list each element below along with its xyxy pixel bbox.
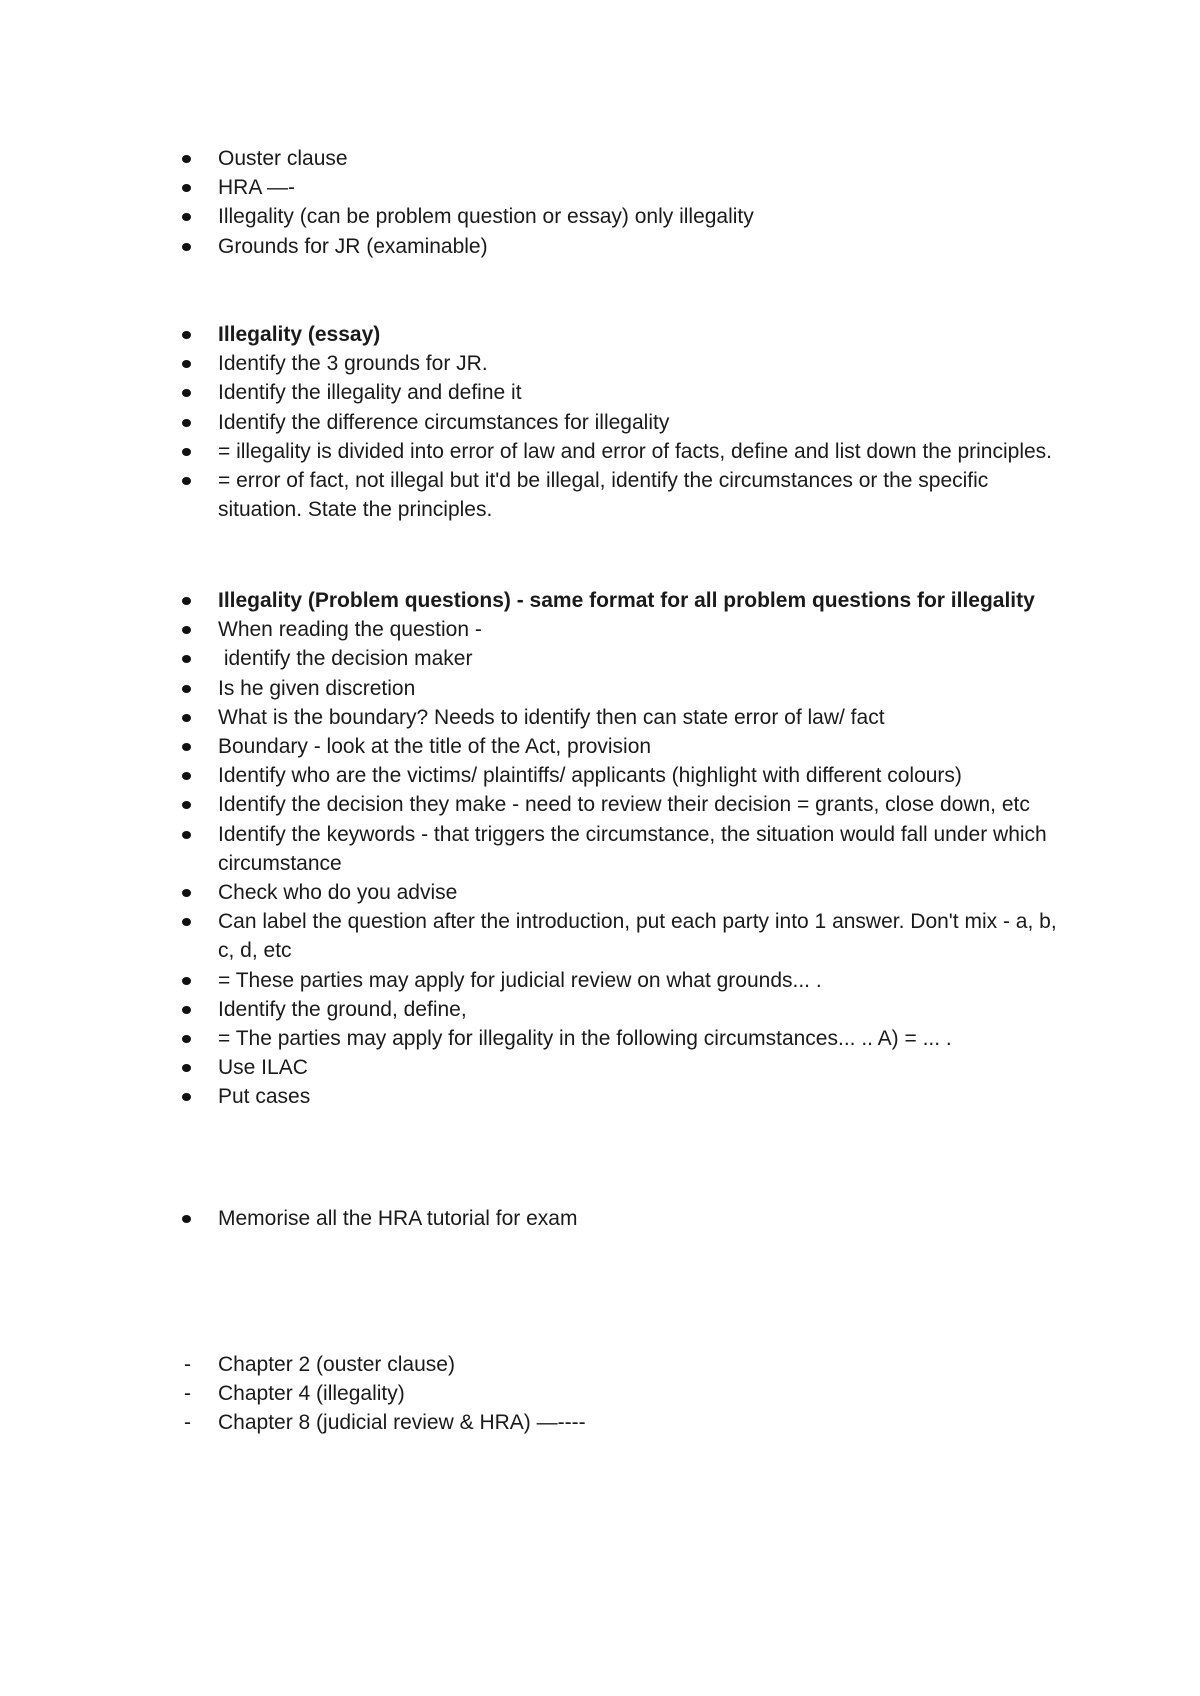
bullet-icon bbox=[182, 448, 191, 456]
list-item: When reading the question - bbox=[0, 615, 1200, 644]
dash-icon: - bbox=[184, 1353, 191, 1376]
essay-heading: Illegality (essay) bbox=[0, 320, 1200, 349]
list-item: Grounds for JR (examinable) bbox=[0, 232, 1200, 261]
bullet-icon bbox=[182, 389, 191, 397]
essay-list bbox=[0, 320, 1200, 524]
list-item: Use ILAC bbox=[0, 1053, 1200, 1082]
bullet-icon bbox=[182, 685, 191, 693]
bullet-icon bbox=[182, 155, 191, 163]
bullet-icon bbox=[182, 772, 191, 780]
bullet-icon bbox=[182, 655, 191, 663]
bullet-icon bbox=[182, 419, 191, 427]
bullet-icon bbox=[182, 360, 191, 368]
bullet-icon bbox=[182, 1093, 191, 1101]
list-item: Illegality (can be problem question or essay) only illegality bbox=[0, 202, 1200, 231]
bullet-icon bbox=[182, 918, 191, 926]
chapter-item: - Chapter 2 (ouster clause) bbox=[0, 1350, 1200, 1379]
overview-list bbox=[0, 144, 1200, 261]
bullet-icon bbox=[182, 597, 191, 605]
dash-icon: - bbox=[184, 1382, 191, 1406]
bullet-icon bbox=[182, 714, 191, 722]
list-item: Identify the ground, define, bbox=[0, 995, 1200, 1024]
bullet-icon bbox=[182, 1215, 191, 1223]
list-item: Can label the question after the introduction, put each party into 1 answer. Don't mix - a, b, c, d, etc bbox=[0, 907, 1200, 965]
bullet-icon bbox=[182, 743, 191, 751]
chapter-item: - Chapter 4 (illegality) bbox=[0, 1379, 1200, 1408]
bullet-icon bbox=[182, 831, 191, 839]
bullet-icon bbox=[182, 801, 191, 809]
bullet-icon bbox=[182, 331, 191, 339]
list-item: Identify the illegality and define it bbox=[0, 378, 1200, 407]
bullet-icon bbox=[182, 1006, 191, 1014]
memorise-list bbox=[0, 1204, 1200, 1233]
list-item: Identify the 3 grounds for JR. bbox=[0, 349, 1200, 378]
list-item: Identify the difference circumstances for illegality bbox=[0, 408, 1200, 437]
bullet-icon bbox=[182, 243, 191, 251]
list-item: Identify the keywords - that triggers the circumstance, the situation would fall under which circumstance bbox=[0, 820, 1200, 878]
list-item: Check who do you advise bbox=[0, 878, 1200, 907]
bullet-icon bbox=[182, 1064, 191, 1072]
list-item: Boundary - look at the title of the Act, provision bbox=[0, 732, 1200, 761]
list-item: = These parties may apply for judicial review on what grounds... . bbox=[0, 966, 1200, 995]
list-item: = illegality is divided into error of law and error of facts, define and list down the principles. bbox=[0, 437, 1200, 466]
list-item: Memorise all the HRA tutorial for exam bbox=[0, 1204, 1200, 1233]
list-item: = error of fact, not illegal but it'd be illegal, identify the circumstances or the specific situation. State the principles. bbox=[0, 466, 1200, 524]
list-item: identify the decision maker bbox=[0, 644, 1200, 673]
bullet-icon bbox=[182, 1035, 191, 1043]
bullet-icon bbox=[182, 184, 191, 192]
list-item: = The parties may apply for illegality in the following circumstances... .. A) = ... . bbox=[0, 1024, 1200, 1053]
chapters-list bbox=[0, 1350, 1200, 1438]
bullet-icon bbox=[182, 977, 191, 985]
dash-icon: - bbox=[184, 1411, 191, 1435]
problem-list bbox=[0, 586, 1200, 1112]
list-item: HRA —- bbox=[0, 173, 1200, 202]
list-item: Identify who are the victims/ plaintiffs/ applicants (highlight with different colours) bbox=[0, 761, 1200, 790]
list-item: Is he given discretion bbox=[0, 674, 1200, 703]
chapter-item: - Chapter 8 (judicial review & HRA) —---- bbox=[0, 1408, 1200, 1437]
bullet-icon bbox=[182, 889, 191, 897]
bullet-icon bbox=[182, 477, 191, 485]
bullet-icon bbox=[182, 626, 191, 634]
list-item: What is the boundary? Needs to identify then can state error of law/ fact bbox=[0, 703, 1200, 732]
list-item: Ouster clause bbox=[0, 144, 1200, 173]
bullet-icon bbox=[182, 213, 191, 221]
problem-heading: Illegality (Problem questions) - same format for all problem questions for illegality bbox=[0, 586, 1200, 615]
list-item: Put cases bbox=[0, 1082, 1200, 1111]
list-item: Identify the decision they make - need to review their decision = grants, close down, etc bbox=[0, 790, 1200, 819]
